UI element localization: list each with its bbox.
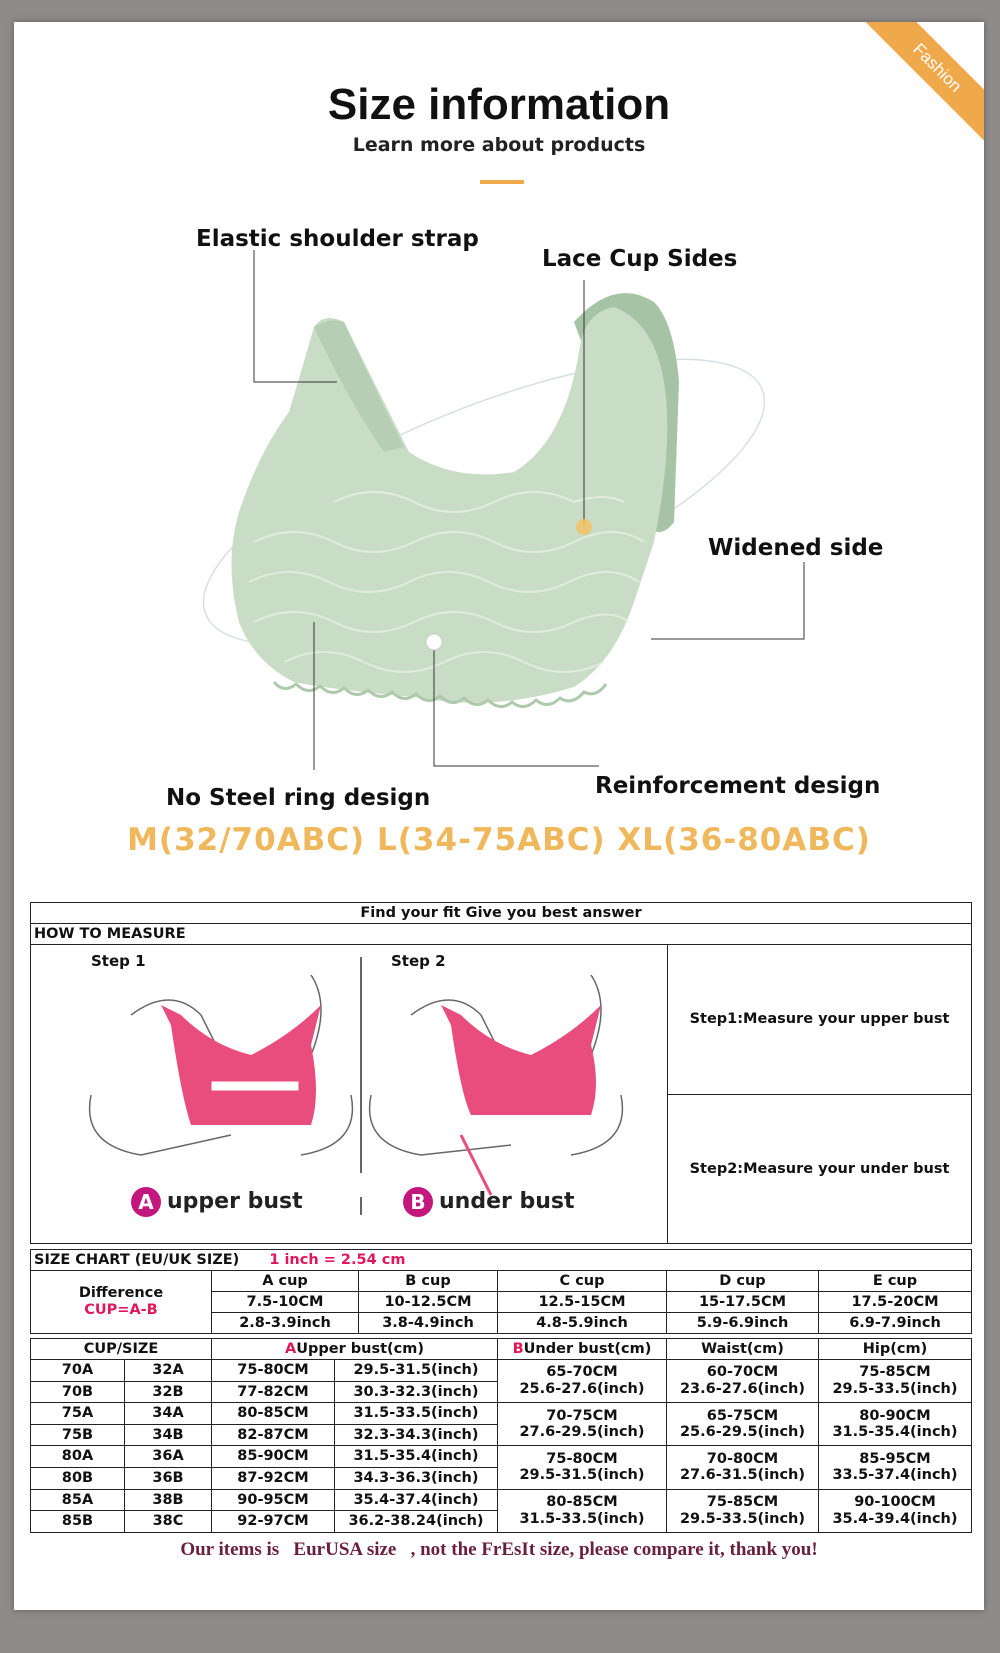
row-up-in-cell: 32.3-34.3(inch) <box>334 1424 498 1447</box>
under-bust-text: under bust <box>439 1189 575 1215</box>
chart-banner: Find your fit Give you best answer <box>30 902 972 924</box>
row-up-in-cell: 29.5-31.5(inch) <box>334 1359 498 1382</box>
under-cm-value: 80-85CM <box>546 1494 618 1511</box>
bra-product-image <box>14 22 984 822</box>
cup-headers-cell: A cup <box>211 1270 359 1292</box>
col-waist: Waist(cm) <box>666 1338 819 1360</box>
callout-reinforcement: Reinforcement design <box>595 773 881 799</box>
page-subtitle: Learn more about products <box>352 134 646 156</box>
page-title: Size information <box>327 80 671 129</box>
callout-no-steel-ring: No Steel ring design <box>166 785 431 811</box>
cup-cm-cell: 17.5-20CM <box>818 1291 972 1313</box>
under-cm-value: 70-75CM <box>546 1407 618 1424</box>
row-uk-cell: 32A <box>124 1359 212 1382</box>
measure-illustration <box>30 944 668 1244</box>
waist-cm-value: 65-75CM <box>706 1407 779 1424</box>
step2-instruction: Step2:Measure your under bust <box>667 1094 972 1244</box>
row-up-cm-cell: 92-97CM <box>211 1510 335 1533</box>
cup-cm-cell: 15-17.5CM <box>666 1291 819 1313</box>
under-inch-value: 31.5-33.5(inch) <box>519 1510 645 1527</box>
group-waist-cell <box>666 1402 819 1446</box>
callout-widened-side: Widened side <box>708 535 884 561</box>
under-cm-value: 75-80CM <box>546 1450 618 1467</box>
row-up-cm-cell: 80-85CM <box>211 1402 335 1425</box>
difference-cell <box>30 1270 212 1334</box>
cup-inch-cell: 6.9-7.9inch <box>818 1312 972 1334</box>
group-under-cell <box>497 1445 667 1489</box>
row-eu-cell: 70A <box>30 1359 125 1382</box>
cup-formula: CUP=A-B <box>84 1302 158 1318</box>
row-eu-cell: 75B <box>30 1424 125 1447</box>
under-inch-value: 27.6-29.5(inch) <box>519 1424 645 1441</box>
letter-b-badge: B <box>403 1187 433 1217</box>
waist-inch-value: 25.6-29.5(inch) <box>679 1424 806 1441</box>
inch-conversion-note: 1 inch = 2.54 cm <box>269 1251 406 1268</box>
fashion-ribbon: Fashion <box>850 22 984 155</box>
row-eu-cell: 80B <box>30 1467 125 1490</box>
under-inch-value: 25.6-27.6(inch) <box>519 1381 645 1398</box>
letter-a-badge: A <box>131 1187 161 1217</box>
row-eu-cell: 85B <box>30 1510 125 1533</box>
difference-label: Difference <box>78 1285 164 1302</box>
row-uk-cell: 34A <box>124 1402 212 1425</box>
cup-cm-cell: 7.5-10CM <box>211 1291 359 1313</box>
upper-letter: A <box>284 1340 297 1357</box>
waist-cm-value: 60-70CM <box>706 1364 779 1381</box>
row-uk-cell: 36B <box>124 1467 212 1490</box>
hip-inch-value: 31.5-35.4(inch) <box>832 1424 958 1441</box>
group-hip-cell <box>818 1359 972 1403</box>
group-waist-cell <box>666 1489 819 1533</box>
row-uk-cell: 34B <box>124 1424 212 1447</box>
waist-inch-value: 29.5-33.5(inch) <box>679 1510 806 1527</box>
row-up-in-cell: 31.5-35.4(inch) <box>334 1445 498 1468</box>
step2-title: Step 2 <box>391 952 446 970</box>
under-header-text: Under bust(cm) <box>523 1340 652 1357</box>
waist-cm-value: 70-80CM <box>706 1450 779 1467</box>
callout-lace-cup: Lace Cup Sides <box>542 246 738 272</box>
waist-inch-value: 23.6-27.6(inch) <box>679 1381 806 1398</box>
col-hip: Hip(cm) <box>818 1338 972 1360</box>
row-up-cm-cell: 77-82CM <box>211 1381 335 1404</box>
row-eu-cell: 85A <box>30 1489 125 1512</box>
row-uk-cell: 36A <box>124 1445 212 1468</box>
step1-instruction: Step1:Measure your upper bust <box>667 944 972 1095</box>
hip-cm-value: 85-95CM <box>859 1450 931 1467</box>
group-under-cell <box>497 1402 667 1446</box>
group-hip-cell <box>818 1402 972 1446</box>
how-to-measure-heading: HOW TO MEASURE <box>30 923 972 945</box>
col-under-bust <box>497 1338 667 1360</box>
row-eu-cell: 80A <box>30 1445 125 1468</box>
col-cup-size: CUP/SIZE <box>30 1338 212 1360</box>
row-uk-cell: 38C <box>124 1510 212 1533</box>
row-up-cm-cell: 90-95CM <box>211 1489 335 1512</box>
group-waist-cell <box>666 1445 819 1489</box>
size-chart <box>30 902 972 1568</box>
group-hip-cell <box>818 1445 972 1489</box>
row-up-in-cell: 30.3-32.3(inch) <box>334 1381 498 1404</box>
row-up-in-cell: 34.3-36.3(inch) <box>334 1467 498 1490</box>
cup-inch-cell: 5.9-6.9inch <box>666 1312 819 1334</box>
row-up-cm-cell: 85-90CM <box>211 1445 335 1468</box>
under-inch-value: 29.5-31.5(inch) <box>519 1467 645 1484</box>
size-chart-title-row <box>30 1249 972 1271</box>
group-under-cell <box>497 1489 667 1533</box>
row-up-cm-cell: 87-92CM <box>211 1467 335 1490</box>
under-bust-label <box>403 1187 575 1217</box>
hip-cm-value: 90-100CM <box>854 1494 936 1511</box>
upper-bust-label <box>131 1187 303 1217</box>
waist-cm-value: 75-85CM <box>706 1494 779 1511</box>
cup-headers-cell: C cup <box>497 1270 667 1292</box>
product-card <box>14 22 984 1610</box>
cup-headers-cell: E cup <box>818 1270 972 1292</box>
hip-cm-value: 80-90CM <box>859 1407 931 1424</box>
row-up-cm-cell: 82-87CM <box>211 1424 335 1447</box>
cup-headers-cell: D cup <box>666 1270 819 1292</box>
under-letter: B <box>512 1340 524 1357</box>
hip-inch-value: 33.5-37.4(inch) <box>832 1467 958 1484</box>
cup-cm-cell: 12.5-15CM <box>497 1291 667 1313</box>
cup-cm-cell: 10-12.5CM <box>358 1291 498 1313</box>
cup-headers-cell: B cup <box>358 1270 498 1292</box>
cup-inch-cell: 3.8-4.9inch <box>358 1312 498 1334</box>
hip-cm-value: 75-85CM <box>859 1364 931 1381</box>
group-waist-cell <box>666 1359 819 1403</box>
row-up-in-cell: 31.5-33.5(inch) <box>334 1402 498 1425</box>
row-uk-cell: 38B <box>124 1489 212 1512</box>
footer-notice: Our items is EurUSA size , not the FrEsIt size, please compare it, thank you! <box>180 1539 818 1560</box>
hip-inch-value: 35.4-39.4(inch) <box>832 1510 958 1527</box>
size-range-line: M(32/70ABC) L(34-75ABC) XL(36-80ABC) <box>127 822 871 858</box>
row-eu-cell: 75A <box>30 1402 125 1425</box>
row-eu-cell: 70B <box>30 1381 125 1404</box>
group-under-cell <box>497 1359 667 1403</box>
row-up-cm-cell: 75-80CM <box>211 1359 335 1382</box>
upper-header-text: Upper bust(cm) <box>296 1340 425 1357</box>
row-up-in-cell: 36.2-38.24(inch) <box>334 1510 498 1533</box>
step1-title: Step 1 <box>91 952 146 970</box>
callout-elastic-strap: Elastic shoulder strap <box>196 226 479 252</box>
group-hip-cell <box>818 1489 972 1533</box>
waist-inch-value: 27.6-31.5(inch) <box>679 1467 806 1484</box>
hip-inch-value: 29.5-33.5(inch) <box>832 1381 958 1398</box>
col-upper-bust <box>211 1338 498 1360</box>
cup-inch-cell: 4.8-5.9inch <box>497 1312 667 1334</box>
row-uk-cell: 32B <box>124 1381 212 1404</box>
row-up-in-cell: 35.4-37.4(inch) <box>334 1489 498 1512</box>
cup-inch-cell: 2.8-3.9inch <box>211 1312 359 1334</box>
upper-bust-text: upper bust <box>167 1189 303 1215</box>
size-chart-title: SIZE CHART (EU/UK SIZE) <box>34 1251 240 1268</box>
under-cm-value: 65-70CM <box>546 1364 618 1381</box>
